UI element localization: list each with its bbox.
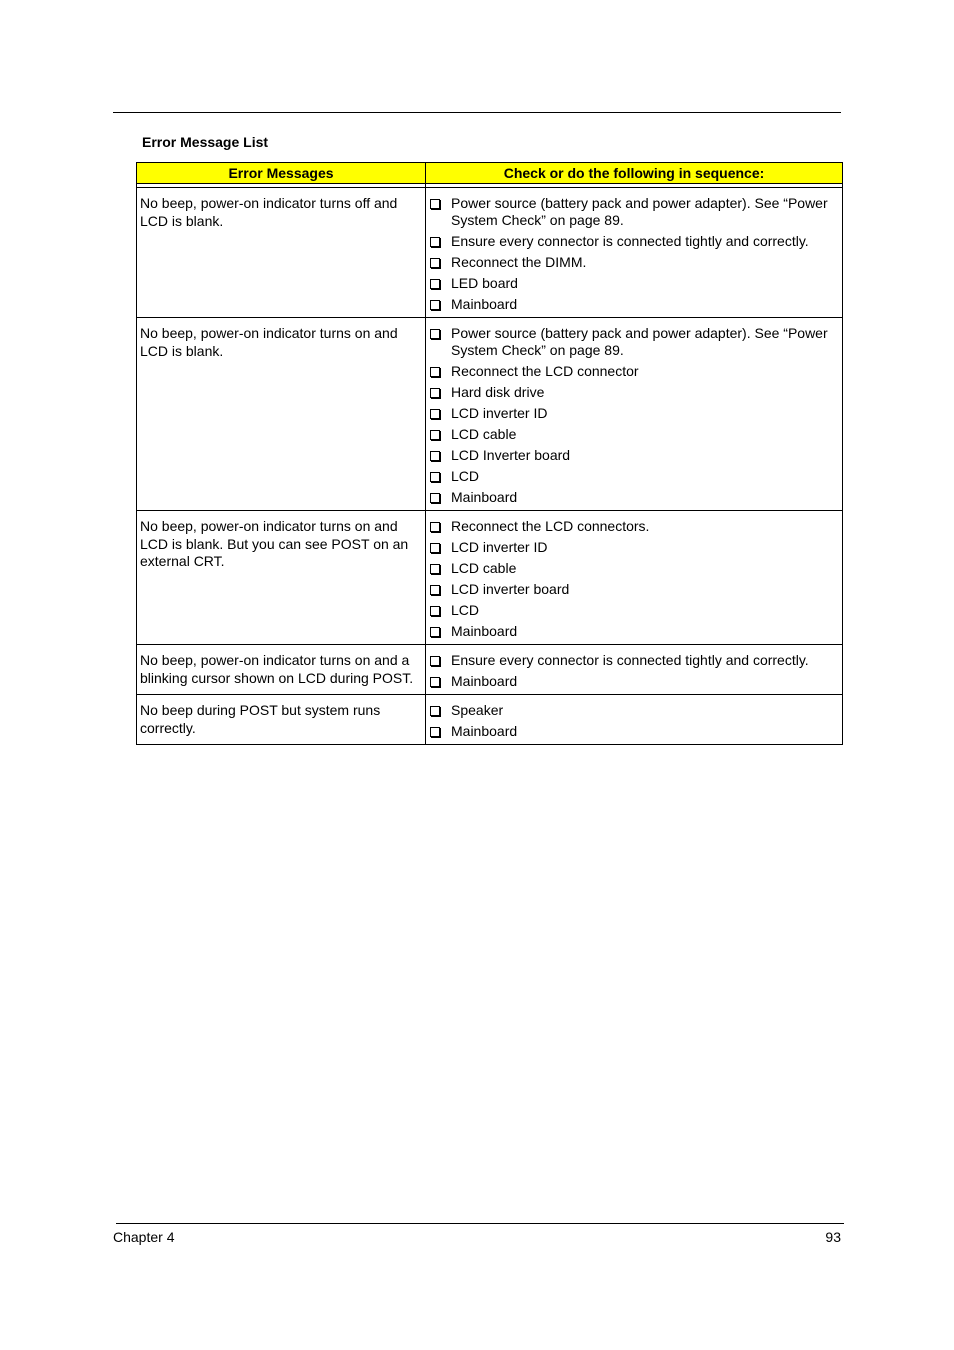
step-text: LCD cable xyxy=(451,426,517,442)
error-message-cell: No beep, power-on indicator turns on and LCD is blank. But you can see POST on an external CRT. xyxy=(137,511,426,645)
step-list-item xyxy=(426,602,838,619)
checkbox-icon xyxy=(430,388,440,398)
checkbox-icon xyxy=(430,564,440,574)
step-text: Mainboard xyxy=(451,489,518,505)
step-list-item xyxy=(426,384,838,401)
checkbox-icon xyxy=(430,279,440,289)
checkbox-icon xyxy=(430,367,440,377)
step-list-item xyxy=(426,195,838,229)
step-list-item xyxy=(426,518,838,535)
checkbox-icon xyxy=(430,451,440,461)
step-text: LCD inverter ID xyxy=(451,405,548,421)
error-message-table xyxy=(136,162,843,745)
step-list-item xyxy=(426,581,838,598)
step-list-item xyxy=(426,447,838,464)
top-rule xyxy=(113,112,841,113)
step-text: Hard disk drive xyxy=(451,384,545,400)
check-steps-cell xyxy=(426,188,843,318)
error-message-cell: No beep during POST but system runs correctly. xyxy=(137,695,426,745)
checkbox-icon xyxy=(430,656,440,666)
step-list-item xyxy=(426,539,838,556)
error-message-cell: No beep, power-on indicator turns on and a blinking cursor shown on LCD during POST. xyxy=(137,645,426,695)
step-text: Mainboard xyxy=(451,296,518,312)
section-title: Error Message List xyxy=(142,134,269,150)
checkbox-icon xyxy=(430,522,440,532)
check-steps-cell xyxy=(426,318,843,511)
step-list-item xyxy=(426,233,838,250)
checkbox-icon xyxy=(430,300,440,310)
step-list xyxy=(426,702,838,740)
step-list-item xyxy=(426,723,838,740)
table-row xyxy=(137,188,843,318)
step-text: LCD xyxy=(451,468,480,484)
check-steps-cell xyxy=(426,695,843,745)
column-header-error-messages: Error Messages xyxy=(137,163,426,184)
checkbox-icon xyxy=(430,237,440,247)
step-text: LCD inverter ID xyxy=(451,539,548,555)
table-row xyxy=(137,511,843,645)
step-list-item xyxy=(426,702,838,719)
checkbox-icon xyxy=(430,706,440,716)
table-header-row xyxy=(137,163,843,184)
checkbox-icon xyxy=(430,258,440,268)
step-list-item xyxy=(426,296,838,313)
step-text: Reconnect the DIMM. xyxy=(451,254,587,270)
step-text: Reconnect the LCD connector xyxy=(451,363,639,379)
checkbox-icon xyxy=(430,677,440,687)
step-list-item xyxy=(426,623,838,640)
step-list xyxy=(426,652,838,690)
step-list-item xyxy=(426,275,838,292)
check-steps-cell xyxy=(426,645,843,695)
step-list-item xyxy=(426,254,838,271)
step-text: LED board xyxy=(451,275,518,291)
checkbox-icon xyxy=(430,329,440,339)
check-steps-cell xyxy=(426,511,843,645)
step-text: Mainboard xyxy=(451,673,518,689)
step-list-item xyxy=(426,325,838,359)
checkbox-icon xyxy=(430,430,440,440)
step-list-item xyxy=(426,405,838,422)
step-list-item xyxy=(426,673,838,690)
step-text: Mainboard xyxy=(451,723,518,739)
footer-page-number: 93 xyxy=(825,1229,841,1245)
step-text: LCD inverter board xyxy=(451,581,570,597)
checkbox-icon xyxy=(430,585,440,595)
checkbox-icon xyxy=(430,472,440,482)
error-message-cell: No beep, power-on indicator turns off and LCD is blank. xyxy=(137,188,426,318)
footer-chapter: Chapter 4 xyxy=(113,1229,175,1245)
checkbox-icon xyxy=(430,627,440,637)
step-text: Power source (battery pack and power adapter). See “Power System Check” on page 89. xyxy=(451,325,828,358)
step-text: Ensure every connector is connected tightly and correctly. xyxy=(451,652,809,668)
step-text: Mainboard xyxy=(451,623,518,639)
bottom-rule xyxy=(116,1223,844,1224)
checkbox-icon xyxy=(430,606,440,616)
step-text: LCD xyxy=(451,602,480,618)
step-text: LCD cable xyxy=(451,560,517,576)
step-text: Speaker xyxy=(451,702,504,718)
column-header-check-sequence: Check or do the following in sequence: xyxy=(426,163,843,184)
step-text: Power source (battery pack and power adapter). See “Power System Check” on page 89. xyxy=(451,195,828,228)
table-row xyxy=(137,645,843,695)
step-text: LCD Inverter board xyxy=(451,447,571,463)
checkbox-icon xyxy=(430,543,440,553)
step-list xyxy=(426,518,838,640)
step-list-item xyxy=(426,560,838,577)
table-row xyxy=(137,318,843,511)
checkbox-icon xyxy=(430,493,440,503)
step-list xyxy=(426,195,838,313)
step-list-item xyxy=(426,363,838,380)
error-message-cell: No beep, power-on indicator turns on and LCD is blank. xyxy=(137,318,426,511)
step-list-item xyxy=(426,652,838,669)
step-list-item xyxy=(426,468,838,485)
checkbox-icon xyxy=(430,199,440,209)
step-text: Reconnect the LCD connectors. xyxy=(451,518,650,534)
step-text: Ensure every connector is connected tightly and correctly. xyxy=(451,233,809,249)
table-body xyxy=(137,184,843,745)
step-list xyxy=(426,325,838,506)
checkbox-icon xyxy=(430,409,440,419)
step-list-item xyxy=(426,489,838,506)
checkbox-icon xyxy=(430,727,440,737)
table-row xyxy=(137,695,843,745)
step-list-item xyxy=(426,426,838,443)
